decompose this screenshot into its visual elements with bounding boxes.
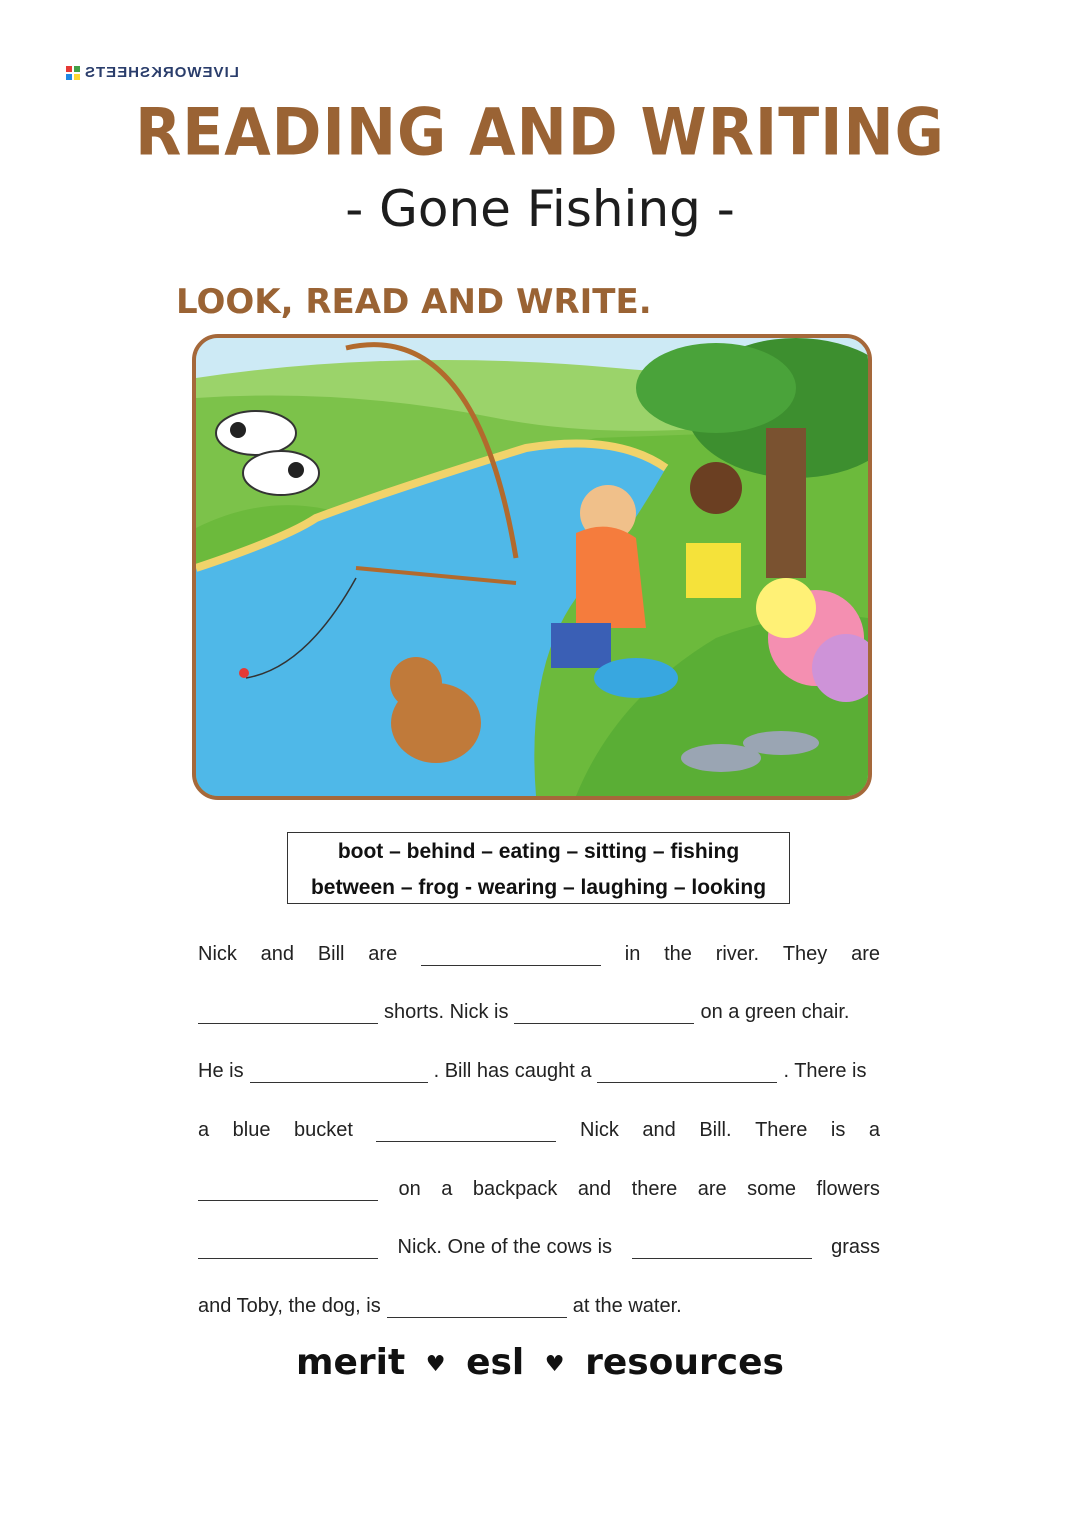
word: Bill. <box>699 1119 732 1141</box>
exercise-line-7 <box>198 1292 880 1318</box>
word: bucket <box>294 1119 353 1141</box>
heart-icon: ♥ <box>544 1351 565 1377</box>
answer-blank-1[interactable] <box>421 945 601 966</box>
exercise-line-6 <box>198 1233 880 1259</box>
word: a <box>868 1119 880 1141</box>
footer-word-esl: esl <box>466 1342 525 1383</box>
exercise-line-4 <box>198 1116 880 1142</box>
answer-blank-3[interactable] <box>514 1003 694 1024</box>
word: There <box>755 1119 808 1141</box>
word: a <box>198 1119 210 1141</box>
answer-blank-8[interactable] <box>198 1238 378 1259</box>
word: flowers <box>816 1178 880 1200</box>
word: some <box>747 1178 797 1200</box>
word: Nick <box>198 943 237 965</box>
exercise-line-1 <box>198 940 880 966</box>
answer-blank-6[interactable] <box>376 1121 556 1142</box>
answer-blank-2[interactable] <box>198 1003 378 1024</box>
sentence-text: at the water. <box>572 1295 682 1317</box>
word-bank-line-2: between – frog - wearing – laughing – looking <box>310 876 767 899</box>
exercise-line-3 <box>198 1057 880 1083</box>
instruction-heading: LOOK, READ AND WRITE. <box>176 282 652 322</box>
word: Bill <box>317 943 345 965</box>
word-bank-box <box>287 832 790 904</box>
word: are <box>368 943 398 965</box>
word: the <box>664 943 692 965</box>
liveworksheets-logo <box>66 64 239 81</box>
logo-text: LIVEWORKSHEETS <box>84 64 239 81</box>
sentence-text: . There is <box>783 1060 867 1082</box>
logo-squares-icon <box>66 66 80 80</box>
exercise-line-5 <box>198 1175 880 1201</box>
fishing-scene-illustration <box>192 334 872 800</box>
page-title: READING AND WRITING <box>135 95 945 171</box>
footer-word-resources: resources <box>585 1342 784 1383</box>
sentence-text: grass <box>831 1236 880 1258</box>
sentence-text: Nick. One of the cows is <box>397 1236 613 1258</box>
word: and <box>577 1178 612 1200</box>
word: river. <box>715 943 760 965</box>
sentence-text: on a green chair. <box>700 1001 850 1023</box>
word: backpack <box>472 1178 558 1200</box>
sentence-text: shorts. Nick is <box>384 1001 509 1023</box>
word: blue <box>232 1119 271 1141</box>
answer-blank-10[interactable] <box>387 1297 567 1318</box>
word: there <box>631 1178 678 1200</box>
footer-brand <box>0 1342 1080 1383</box>
word: and <box>642 1119 676 1141</box>
sentence-text: and Toby, the dog, is <box>198 1295 381 1317</box>
word: are <box>851 943 880 965</box>
page-subtitle: - Gone Fishing - <box>345 180 735 238</box>
word: Nick <box>580 1119 619 1141</box>
word: They <box>782 943 828 965</box>
answer-blank-5[interactable] <box>597 1062 777 1083</box>
word: are <box>697 1178 727 1200</box>
word: on <box>398 1178 421 1200</box>
sentence-text: . Bill has caught a <box>433 1060 592 1082</box>
sentence-text: He is <box>198 1060 244 1082</box>
exercise-line-2 <box>198 998 880 1024</box>
footer-word-merit: merit <box>296 1342 406 1383</box>
heart-icon: ♥ <box>425 1351 446 1377</box>
word: is <box>830 1119 846 1141</box>
answer-blank-7[interactable] <box>198 1180 378 1201</box>
word: a <box>441 1178 453 1200</box>
word-bank-line-1: boot – behind – eating – sitting – fishing <box>337 840 740 863</box>
word: in <box>624 943 641 965</box>
answer-blank-9[interactable] <box>632 1238 812 1259</box>
word: and <box>260 943 295 965</box>
answer-blank-4[interactable] <box>250 1062 428 1083</box>
